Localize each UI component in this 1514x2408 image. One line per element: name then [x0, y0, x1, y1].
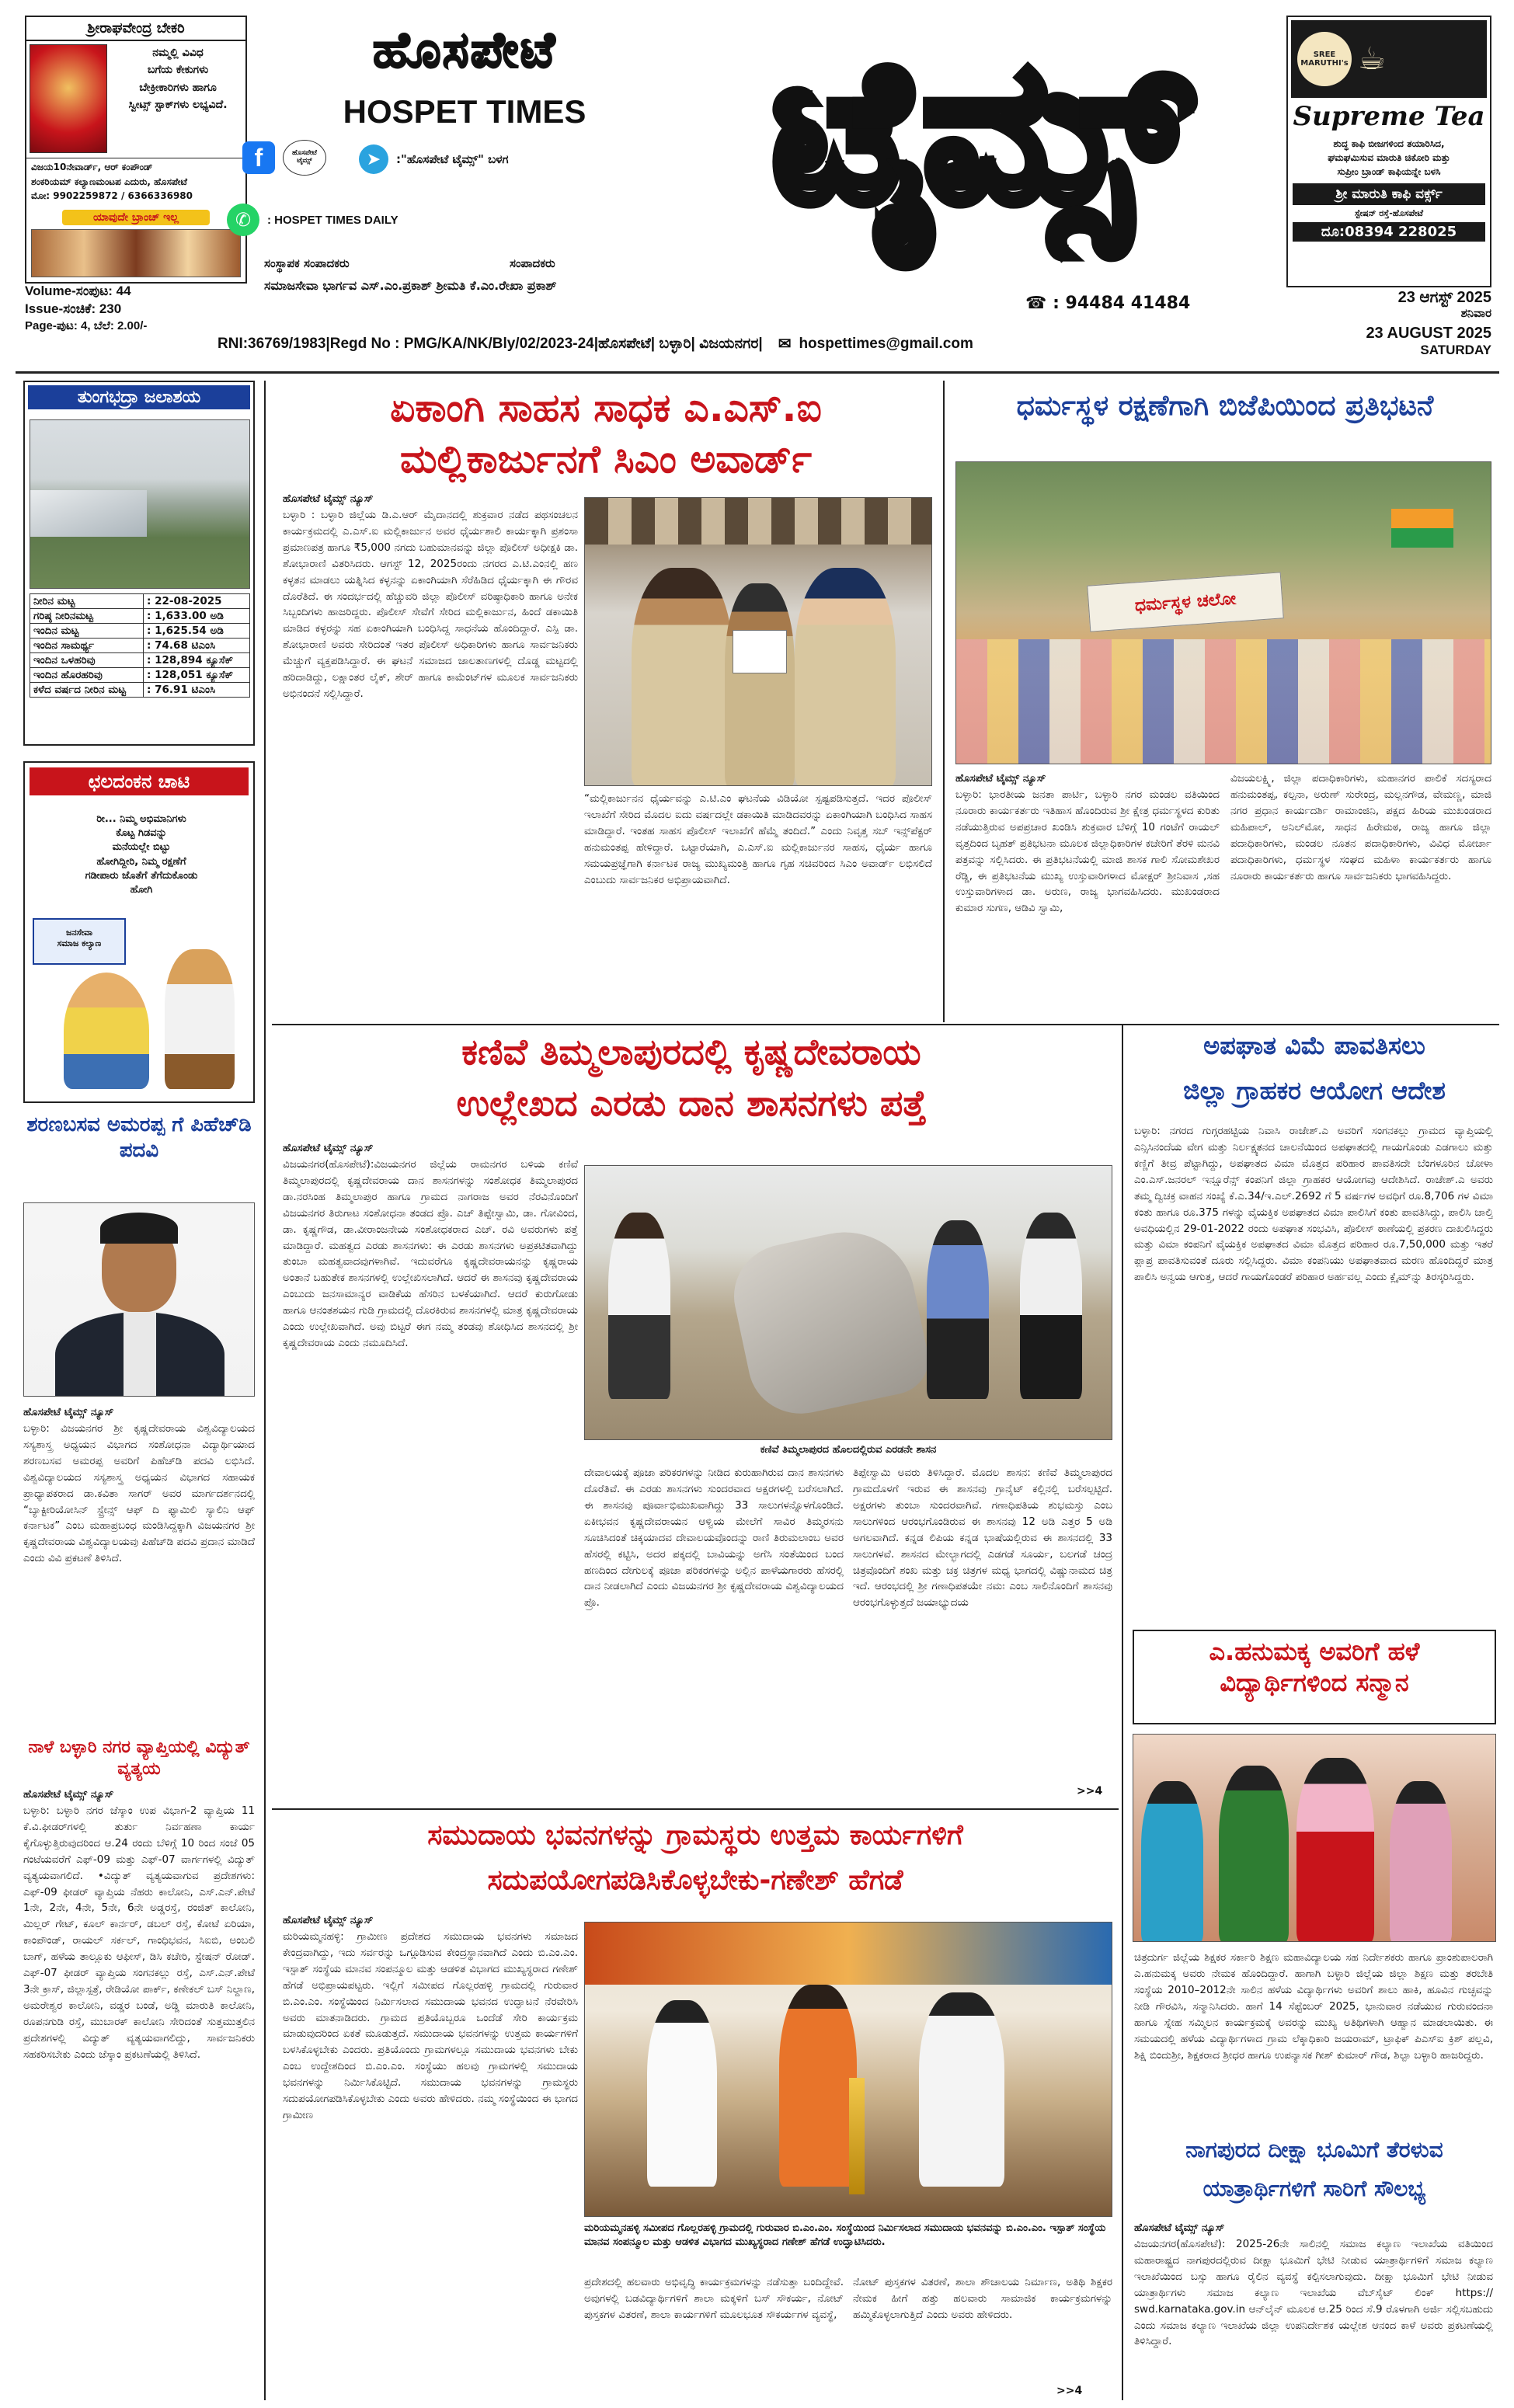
- date-kn: 23 ಆಗಸ್ಟ್ 2025: [1397, 289, 1491, 306]
- protest-headline: ಧರ್ಮಸ್ಥಳ ರಕ್ಷಣೆಗಾಗಿ ಬಿಜೆಪಿಯಿಂದ ಪ್ರತಿಭಟನೆ: [1016, 390, 1434, 422]
- pages-price: Page-ಪುಟ: 4, ಬೆಲೆ: 2.00/-: [25, 318, 148, 332]
- dam-row: [30, 609, 250, 624]
- facebook-icon[interactable]: f: [242, 141, 275, 174]
- left-column-divider: [264, 381, 266, 2400]
- inscription-story-middle: ದೇವಾಲಯಕ್ಕೆ ಪೂಜಾ ಪರಿಕರಗಳನ್ನು ನೀಡಿದ ಕುರುಹಾಗಿರುವ ದಾನ ಶಾಸನಗಳು ದೊರೆತಿವೆ. ಈ ಎರಡು ಶಾಸನಗಳು ಸುಂದರವಾದ ಅಕ್ಷರಗಳಲ್ಲಿ ಬರೆಸಲಾಗಿದೆ. ಈ ಶಾಸನವು ಪೂರ್ವಾಭಿಮುಖವಾಗಿದ್ದು 33 ಸಾಲುಗಳನ್ನೊಳಗೊಂಡಿದೆ. ಏಕೀಭವನ ಕೃಷ್ಣದೇವರಾಯನ ಆಳ್ವಿಯ ಮೇಲೆಗೆ ಸಾವಿರ ತಿಮ್ಮರಸನು ಸೂಚಿಸಿದಂತೆ ಚಿಕ್ಕಯಾದವ ದೇವಾಲಯವೊಂದನ್ನು ರಾಣಿ ತಿರುಮಲಾಂಬ ಅವರ ಹೆಸರಲ್ಲಿ ಕಟ್ಟಿಸಿ, ಅದರ ಪಕ್ಕದಲ್ಲಿ ಬಾವಿಯನ್ನು ಅಗೆಸಿ ಸಂತೆಯಿಂದ ಬಂದ ಹಣದಿಂದ ದೇಗುಲಕ್ಕೆ ಪೂಜಾ ಪರಿಕರಗಳನ್ನು ಅಲ್ಲಿನ ಪಾಳೆಯಗಾರರು ಹೆಸರಲ್ಲಿ ದಾನ ನೀಡಲಾಗಿದೆ ಎಂದು ವಿಜಯನಗರ ಶ್ರೀ ಕೃಷ್ಣದೇವರಾಯ ವಿಶ್ವವಿದ್ಯಾಲಯದ ಪ್ರೊ.: [584, 1467, 844, 1609]
- insurance-text: ಬಳ್ಳಾರಿ: ನಗರದ ಗುಗ್ಗರಹಟ್ಟಿಯ ನಿವಾಸಿ ರಾಜೇಶ್.ಎ ಅವರಿಗೆ ಸಂಗನಕಲ್ಲು ಗ್ರಾಮದ ವ್ಯಾಪ್ತಿಯಲ್ಲಿ ಎನ್ಸಿಸಿನಂದೆಯ ವೇಗ ಮತ್ತು ನಿರ್ಲಕ್ಷ್ಯತನದ ಚಾಲನೆಯಿಂದ ಅಪಘಾತದಲ್ಲಿ ಗಾಯಗೊಂಡು ಎಡಗಾಲು ಮತ್ತು ಕಣ್ಣಿಗೆ ತೀವ್ರ ಪೆಟ್ಟಾಗಿದ್ದು, ಅಪಘಾತದ ವಿಮಾ ಮೊತ್ತದ ಪರಿಹಾರ ಪಾವತಿಸದೇ ಬೆಂಗಳೂರಿನ ಚೋಳಾ ಎಂ.ಎಸ್.ಜನರಲ್ ಇನ್ಷೂರೆನ್ಸ್ ಕಂಪನಿಗೆ ಜಿಲ್ಲಾ ಗ್ರಾಹಕರ ಆಯೋಗವು ಆದೇಶಿಸಿದೆ. ರಾಜೇಶ್.ಎ ಅವರು ತಮ್ಮ ದ್ವಿಚಕ್ರ ವಾಹನ ಸಂಖ್ಯೆ ಕೆ.ಎ.34/ಇ.ಎಲ್.2692 ಗೆ 5 ವರ್ಷಗಳ ಅವಧಿಗೆ ರೂ.8,706 ಗಳ ವಿಮಾ ಕಂತು ಹಾಗೂ ರೂ.375 ಗಳನ್ನು ವೈಯಕ್ತಿಕ ಅಪಘಾತದ ವಿಮಾ ಪಾಲಿಸಿಗೆ ಕಂತು ಪಾವತಿಸಿದ್ದು, ಪಾಲಿಸಿ ಚಾಲ್ತಿ ಅವಧಿಯಲ್ಲಿನ 29-01-2022 ರಂದು ಅಪಘಾತ ಸಂಭವಿಸಿ, ಪೊಲೀಸ್ ಠಾಣೆಯಲ್ಲಿ ಪ್ರಕರಣ ದಾಖಲಿಸಿದ್ದರು ಮತ್ತು ವಿಮಾ ಕಂಪನಿಗೆ ವೈಯಕ್ತಿಕ ಅಪಘಾತದ ವಿಮಾ ಮೊತ್ತದ ಪರಿಹಾರ ರೂ.7,50,000 ಮತ್ತು ಇತರೆ ಪ್ಲಾಪ್ರ ಪಾವತಿಸುವಂತೆ ದೂರು ಸಲ್ಲಿಸಿದ್ದರು. ವಿಮಾ ಕಂಪನಿಯು ಅಪಘಾತವಾದ ಮರಣ ಹೊಂದಿದ್ದರೆ ಮಾತ್ರ ಪಾಲಿಸಿ ಅನ್ವಯ ಆಗುತ್ತ, ಆದರೆ ಗಾಯಗೊಂಡರೆ ಪರಿಹಾರ ಅರ್ಹವಲ್ಲ ಎಂದು ಕ್ಲೈಮ್‌ನ್ನು ತಿರಸ್ಕರಿಸಿದ್ದರು.: [1134, 1125, 1493, 1284]
- dam-water: [30, 490, 147, 537]
- person-1: [608, 1213, 670, 1399]
- inscription-continued: >>4: [1077, 1785, 1103, 1797]
- bakery-ad: [25, 16, 247, 284]
- dam-row-label: ಇಂದಿನ ಒಳಹರಿವು: [30, 653, 144, 668]
- tea-phone: ದೂ:08394 228025: [1293, 222, 1485, 242]
- diksha-byline: ಹೊಸಪೇಟೆ ಟೈಮ್ಸ್ ನ್ಯೂಸ್: [1134, 2222, 1225, 2234]
- protest-byline: ಹೊಸಪೇಟೆ ಟೈಮ್ಸ್ ನ್ಯೂಸ್: [955, 772, 1046, 785]
- deity-image: [30, 44, 107, 153]
- community-text-bottom-2: ನೋಟ್ ಪುಸ್ತಕಗಳ ವಿತರಣೆ, ಶಾಲಾ ಶೌಚಾಲಯ ನಿರ್ಮಾಣ, ಅತಿಥಿ ಶಿಕ್ಷಕರ ನೇಮಕ ಹೀಗೆ ಹತ್ತು ಹಲವಾರು ಸಾಮಾಜಿಕ ಕಾರ್ಯಕ್ರಮಗಳನ್ನು ಹಮ್ಮಿಕೊಳ್ಳಲಾಗುತ್ತಿದೆ ಎಂದು ಅವರು ಹೇಳಿದರು.: [853, 2276, 1112, 2321]
- dam-row-value: : 128,051 ಕ್ಯೂಸೆಕ್: [144, 668, 250, 683]
- community-text: ಮರಿಯಮ್ಮನಹಳ್ಳಿ: ಗ್ರಾಮೀಣ ಪ್ರದೇಶದ ಸಮುದಾಯ ಭವನಗಳು ಸಮಾಜದ ಕೇಂದ್ರವಾಗಿದ್ದು, ಇದು ಸರ್ವರನ್ನು ಒಗ್ಗೂಡಿಸುವ ಕೇಂದ್ರಸ್ಥಾನವಾಗಿದೆ ಎಂದು ಬಿ.ಎಂ.ಎಂ. ಇಸ್ಪಾತ್ ಸಂಸ್ಥೆಯ ಮಾನವ ಸಂಪನ್ಮೂಲ ಮತ್ತು ಆಡಳಿತ ವಿಭಾಗದ ಮುಖ್ಯಸ್ಥರಾದ ಗಣೇಶ್ ಹೆಗಡೆ ಅಭಿಪ್ರಾಯಪಟ್ಟರು. ಇಲ್ಲಿಗೆ ಸಮೀಪದ ಗೊಲ್ಲರಹಳ್ಳಿ ಗ್ರಾಮದಲ್ಲಿ ಗುರುವಾರ ಬಿ.ಎಂ.ಎಂ. ಸಂಸ್ಥೆಯಿಂದ ನಿರ್ಮಿಸಲಾದ ಸಮುದಾಯ ಭವನದ ಉದ್ಘಾಟನೆ ನೆರವೇರಿಸಿ ಅವರು ಮಾತನಾಡಿದರು. ಗ್ರಾಮದ ಪ್ರತಿಯೊಬ್ಬರೂ ಒಂದೆಡೆ ಸೇರಿ ಕಾರ್ಯಕ್ರಮ ಮಾಡುವುದರಿಂದ ಏಕತೆ ಮೂಡುತ್ತದೆ. ಸಮುದಾಯ ಭವನಗಳನ್ನು ಉತ್ತಮ ಕಾರ್ಯಗಳಿಗೆ ಬಳಸಿಕೊಳ್ಳಬೇಕು ಎಂದರು. ಪ್ರತಿಯೊಂದು ಗ್ರಾಮಗಳಲ್ಲೂ ಸಮುದಾಯ ಭವನಗಳು ಬೇಕು ಎಂಬ ಉದ್ದೇಶದಿಂದ ಬಿ.ಎಂ.ಎಂ. ಸಂಸ್ಥೆಯು ಹಲವು ಗ್ರಾಮಗಳಲ್ಲಿ ಸಮುದಾಯ ಭವನಗಳನ್ನು ನಿರ್ಮಿಸಿಕೊಟ್ಟಿದೆ. ಸಮುದಾಯ ಭವನಗಳನ್ನು ಗ್ರಾಮಸ್ಥರು ಸದುಪಯೋಗಪಡಿಸಿಕೊಳ್ಳಬೇಕು ಎಂದು ಅವರು ಹೇಳಿದರು. ನಮ್ಮ ಸಂಸ್ಥೆಯಿಂದ ಈ ಭಾಗದ ಗ್ರಾಮೀಣ: [283, 1930, 578, 2122]
- insurance-headline-1: ಅಪಘಾತ ವಿಮೆ ಪಾವತಿಸಲು: [1203, 1031, 1425, 1060]
- dam-row: [30, 653, 250, 668]
- officer-left: [632, 568, 733, 786]
- email-icon: ✉: [778, 336, 792, 353]
- inscription-stone: [725, 1219, 935, 1423]
- top-section-divider: [272, 1024, 1499, 1025]
- protest-flag: [1391, 509, 1453, 548]
- telegram-icon[interactable]: ➤: [359, 144, 388, 174]
- bakery-ad-name: ಶ್ರೀರಾಘವೇಂದ್ರ ಬೇಕರಿ: [26, 17, 245, 41]
- portrait-shirt: [124, 1312, 156, 1397]
- portrait-hair: [100, 1213, 178, 1244]
- phd-text: ಬಳ್ಳಾರಿ: ವಿಜಯನಗರ ಶ್ರೀ ಕೃಷ್ಣದೇವರಾಯ ವಿಶ್ವವಿದ್ಯಾಲಯದ ಸಸ್ಯಶಾಸ್ತ್ರ ಅಧ್ಯಯನ ವಿಭಾಗದ ಸಂಶೋಧನಾ ವಿದ್ಯಾರ್ಥಿಯಾದ ಶರಣಬಸವ ಅಮರಪ್ಪ ಅವರಿಗೆ ಪಿಹೆಚ್‌ಡಿ ಪದವಿ ಲಭಿಸಿದೆ. ವಿಶ್ವವಿದ್ಯಾಲಯದ ಸಸ್ಯಶಾಸ್ತ್ರ ಅಧ್ಯಯನ ವಿಭಾಗದ ಸಹಾಯಕ ಪ್ರಾಧ್ಯಾಪಕರಾದ ಡಾ.ಕವಿತಾ ಸಾಗರ್ ಅವರ ಮಾರ್ಗದರ್ಶನದಲ್ಲಿ “ಬ್ಯಾಕ್ಟೀರಿಯೋಸಿನ್ ಸ್ಟ್ರೇನ್ಸ್ ಆಫ್ ದಿ ಫ್ಯಾಮಿಲಿ ಸ್ಯಾಲಿನಿ ಆಫ್ ಕರ್ನಾಟಕ” ಎಂಬ ಮಹಾಪ್ರಬಂಧ ಮಂಡಿಸಿದ್ದಕ್ಕಾಗಿ ವಿಜಯನಗರ ಶ್ರೀ ಕೃಷ್ಣದೇವರಾಯ ವಿಶ್ವವಿದ್ಯಾಲಯವು ಪಿಹೆಚ್‌ಡಿ ಪದವಿ ಪ್ರದಾನ ಮಾಡಿದೆ ಎಂದು ವಿವಿ ಪ್ರಕಟಣೆ ತಿಳಿಸಿದೆ.: [23, 1421, 255, 1565]
- cm-quote: “ಮಲ್ಲಿಕಾರ್ಜುನನ ಧೈರ್ಯವನ್ನು ಎ.ಟಿ.ಎಂ ಘಟನೆಯ ವಿಡಿಯೋ ಸ್ಪಷ್ಟಪಡಿಸುತ್ತದೆ. ಇದರ ಪೊಲೀಸ್ ಇಲಾಖೆಗೆ ಸೇರಿದ ಮೊದಲ ಐದು ವರ್ಷದಲ್ಲೇ ಡಕಾಯಿತಿ ಮಾಡಿದವರನ್ನು ಏಕಾಂಗಿಯಾಗಿ ಬಂಧಿಸಿದ ಸಾಹಸ ಮಾಡಿದ್ದಾರೆ. ಇಂತಹ ಸಾಹಸ ಪೊಲೀಸ್ ಇಲಾಖೆಗೆ ಹೆಮ್ಮೆ ತಂದಿದೆ.” ಎಂದು ನಿವೃತ್ತ ಸಬ್ ಇನ್ಸ್‌ಪೆಕ್ಟರ್ ಹನುಮಂತಪ್ಪ ಹೇಳಿದ್ದಾರೆ. ಒಟ್ಟಾರೆಯಾಗಿ, ಎ.ಎಸ್.ಐ ಮಲ್ಲಿಕಾರ್ಜುನರ ಸಾಹಸ, ಧೈರ್ಯ ಹಾಗೂ ಸಮಯಪ್ರಜ್ಞೆಗಾಗಿ ಕರ್ನಾಟಕ ರಾಜ್ಯ ಮುಖ್ಯಮಂತ್ರಿ ಹಾಗೂ ಗೃಹ ಸಚಿವರಿಂದ ಸಿಎಂ ಅವಾರ್ಡ್ ಲಭಿಸಲಿದೆ ಎಂಬುದು ಸಾರ್ವಜನಿಕರ ಅಭಿಪ್ರಾಯವಾಗಿದೆ.: [584, 792, 932, 886]
- protest-banner: ಧರ್ಮಸ್ಥಳ ಚಲೋ: [1087, 572, 1284, 632]
- cartoon-box: [23, 761, 255, 1103]
- protest-story-right: ವಿಜಯಲಕ್ಷ್ಮಿ, ಜಿಲ್ಲಾ ಪದಾಧಿಕಾರಿಗಳು, ಮಹಾನಗರ ಪಾಲಿಕೆ ಸದಸ್ಯರಾದ ಹನುಮಂತಪ್ಪ, ಕಲ್ಪನಾ, ಅರುಣ್ ಸುರೇಂದ್ರ, ಮಲ್ಲನಗೌಡ, ವೇಮಣ್ಣ, ಮಾಜಿ ನಗರ ಪ್ರಧಾನ ಕಾರ್ಯದರ್ಶಿ ರಾಮಾಂಜಿನಿ, ಪಕ್ಷದ ಹಿರಿಯ ಮುಖಂಡರಾದ ಮಹಿಪಾಲ್, ಅನಿಲ್‌ಮೋ, ಸಾಧನ ಹಿರೇಮಠ, ರಾಜ್ಯ ಹಾಗೂ ಜಿಲ್ಲಾ ಪದಾಧಿಕಾರಿಗಳು, ಮಂಡಲ ನೂತನ ಪದಾಧಿಕಾರಿಗಳು, ವಿವಿಧ ಮೋರ್ಚಾ ಪದಾಧಿಕಾರಿಗಳು, ಧರ್ಮಸ್ಥಳ ಸಂಘದ ಮಹಿಳಾ ಕಾರ್ಯಕರ್ತರು ಹಾಗೂ ನೂರಾರು ಕಾರ್ಯಕರ್ತರು ಹಾಗೂ ಸಾರ್ವಜನಿಕರು ಭಾಗವಹಿಸಿದ್ದರು.: [1230, 772, 1491, 882]
- ad-phone: ಮೋ: 9902259872 / 6366336980: [31, 190, 193, 202]
- ad-address-line: ಶಂಕರಿಯಮ್ ಕಲ್ಯಾಣಮಂಟಪ ಎದುರು, ಹೊಸಪೇಟೆ: [31, 176, 187, 187]
- tea-product: Supreme Tea: [1293, 101, 1485, 132]
- inscription-story-right: ತಿಪ್ಪೇಸ್ವಾಮಿ ಅವರು ತಿಳಿಸಿದ್ದಾರೆ. ಮೊದಲ ಶಾಸನ: ಕಣಿವೆ ತಿಮ್ಮಲಾಪುರದ ಗ್ರಾಮದೊಳಗೆ ಇರುವ ಈ ಶಾಸನವು ಗ್ರಾನೈಟ್ ಕಲ್ಲಿನಲ್ಲಿ ಬರೆಸಲ್ಪಟ್ಟಿದೆ. ಅಕ್ಷರಗಳು ತುಂಬಾ ಸುಂದರವಾಗಿವೆ. ಗಣಾಧಿಪತಿಯ ಶುಭಮಸ್ತು ಎಂಬ ಸಾಲುಗಳಿಂದ ಆರಂಭಗೊಂಡಿರುವ ಈ ಶಾಸನವು 12 ಅಡಿ ಎತ್ತರ 5 ಅಡಿ ಅಗಲವಾಗಿದೆ. ಕನ್ನಡ ಲಿಪಿಯ ಕನ್ನಡ ಭಾಷೆಯಲ್ಲಿರುವ ಈ ಶಾಸನದಲ್ಲಿ 33 ಸಾಲುಗಳವೆ. ಶಾಸನದ ಮೇಲ್ಭಾಗದಲ್ಲಿ ಎಡಗಡೆ ಸೂರ್ಯ, ಬಲಗಡೆ ಚಂದ್ರ ಚಿತ್ರವೊಂದಿಗೆ ಶಂಖ ಮತ್ತು ಚಕ್ರ ಚಿತ್ರಗಳ ಮಧ್ಯ ಭಾಗದಲ್ಲಿ ವಿಷ್ಣುನಾಮದ ಚಿತ್ರ ಇದೆ. ಆರಂಭದಲ್ಲಿ ಶ್ರೀ ಗಣಾಧಿಪತಯೇ ನಮಃ ಎಂಬ ಸಾಲಿನೊಂದಿಗೆ ಶಾಸನವು ಆರಂಭಗೊಳ್ಳುತ್ತದೆ ಜಯಾಭ್ಯುದಯ: [853, 1467, 1112, 1609]
- dam-row-value: : 128,894 ಕ್ಯೂಸೆಕ್: [144, 653, 250, 668]
- felicitation-headline-1: ಎ.ಹನುಮಕ್ಕ ಅವರಿಗೆ ಹಳೆ: [1209, 1637, 1420, 1666]
- felicitation-headline-box: [1133, 1630, 1496, 1724]
- community-banner: [585, 1923, 1112, 1985]
- dam-row-label: ಗರಿಷ್ಠ ನೀರಿನಮಟ್ಟ: [30, 609, 144, 624]
- person-2: [927, 1220, 989, 1399]
- bakery-ad-address: [26, 158, 245, 205]
- tent-stripes: [585, 498, 931, 545]
- cartoon-drawing: [33, 918, 247, 1097]
- dam-row-label: ಕಳೆದ ವರ್ಷದ ನೀರಿನ ಮಟ್ಟ: [30, 683, 144, 698]
- insurance-headline-2: ಜಿಲ್ಲಾ ಗ್ರಾಹಕರ ಆಯೋಗ ಆದೇಶ: [1183, 1076, 1446, 1105]
- registration: RNI:36769/1983|Regd No : PMG/KA/NK/Bly/02/2023-24|ಹೊಸಪೇಟೆ| ಬಳ್ಳಾರಿ| ವಿಜಯನಗರ|: [218, 335, 763, 352]
- cartoon-speech: [40, 813, 242, 897]
- weekday-kn: ಶನಿವಾರ: [1460, 307, 1491, 320]
- phd-headline: ಶರಣಬಸವ ಅಮರಪ್ಪ ಗೆ ಪಿಹೆಚ್‌ಡಿ ಪದವಿ: [26, 1113, 252, 1162]
- ad-address-line: ವಿಜಯ10ನೇವಾರ್ಡ್, ಆರ್ ಕಂಪೌಂಡ್: [31, 162, 153, 172]
- inscription-story-left: [283, 1140, 578, 1801]
- felicitation-text: ಚಿತ್ರದುರ್ಗ ಜಿಲ್ಲೆಯ ಶಿಕ್ಷಕರ ಸರ್ಕಾರಿ ಶಿಕ್ಷಣ ಮಹಾವಿದ್ಯಾಲಯ ಸಹ ನಿರ್ದೇಶಕರು ಹಾಗೂ ಪ್ರಾಂಶುಪಾಲರಾಗಿ ಎ.ಹನುಮಕ್ಕ ಅವರು ನೇಮಕ ಹೊಂದಿದ್ದಾರೆ. ಹಾಗಾಗಿ ಬಳ್ಳಾರಿ ಜಿಲ್ಲೆಯ ಜಿಲ್ಲಾ ಶಿಕ್ಷಣ ಮತ್ತು ತರಬೇತಿ ಸಂಸ್ಥೆಯ 2010–2012ನೇ ಸಾಲಿನ ಹಳೆಯ ವಿದ್ಯಾರ್ಥಿಗಳು ಅವರಿಗೆ ಶಾಲು ಹಾಕಿ, ಹೂವಿನ ಗುಚ್ಛವನ್ನು ನೀಡಿ ಗೌರವಿಸಿ, ಸನ್ಮಾನಿಸಿದರು. ಹಾಗೆ 14 ಸೆಪ್ಟೆಂಬರ್ 2025, ಭಾನುವಾರ ನಡೆಯುವ ಗುರುವಂದನಾ ಹಾಗೂ ಸ್ನೇಹ ಸಮ್ಮಿಲನ ಕಾರ್ಯಕ್ರಮಕ್ಕೆ ಅವರನ್ನು ಮುಖ್ಯ ಅತಿಥಿಗಳಾಗಿ ಆಹ್ವಾನ ಮಾಡಲಾಯಿತು. ಈ ಸಮಯದಲ್ಲಿ ಹಳೆಯ ವಿದ್ಯಾರ್ಥಿಗಳಾದ ಗ್ರಾಮ ಲೆಕ್ಕಾಧಿಕಾರಿ ಜಯರಾಮ್, ಟ್ರಾಫಿಕ್ ಪಿಎಸ್ಐ ಕ್ರಿಶ್ ಪಲ್ಲವಿ, ಶಿಕ್ಷಿ ಬಿಂದುಶ್ರೀ, ಶಿಕ್ಷಕರಾದ ಶ್ರೀಧರ ಹಾಗೂ ಉಪನ್ಯಾಸಕ ಗೀಶ್ ಕುಮಾರ್ ಗೌಡ, ಶಿಲ್ಪಾ ಬಳ್ಳಾರಿ ಹಾಜರಿದ್ದರು.: [1134, 1951, 1493, 2062]
- felicitation-honoree: [1296, 1758, 1374, 1942]
- dam-row-value: : 1,625.54 ಅಡಿ: [144, 624, 250, 639]
- ad-line: ನಮ್ಮಲ್ಲಿ ವಿವಿಧ: [152, 47, 204, 59]
- power-headline: ನಾಳೆ ಬಳ್ಳಾರಿ ನಗರ ವ್ಯಾಪ್ತಿಯಲ್ಲಿ ವಿದ್ಯುತ್ ವ್ಯತ್ಯಯ: [28, 1738, 250, 1779]
- whatsapp-row: [227, 204, 399, 236]
- masthead: [0, 0, 1514, 388]
- diksha-headline-2: ಯಾತ್ರಾರ್ಥಿಗಳಿಗೆ ಸಾರಿಗೆ ಸೌಲಭ್ಯ: [1202, 2176, 1426, 2201]
- dam-row-value: : 1,633.00 ಅಡಿ: [144, 609, 250, 624]
- felicitation-photo: [1133, 1734, 1496, 1942]
- bakery-ad-tag: ಯಾವುದೇ ಬ್ರಾಂಚ್ ಇಲ್ಲ: [62, 210, 210, 225]
- inscription-text-left: ವಿಜಯನಗರ(ಹೊಸಪೇಟೆ):ವಿಜಯನಗರ ಜಿಲ್ಲೆಯ ರಾಮನಗರ ಬಳಿಯ ಕಣಿವೆ ತಿಮ್ಮಲಾಪುರದಲ್ಲಿ ಕೃಷ್ಣದೇವರಾಯ ದಾನ ಶಾಸನಗಳನ್ನು ಸಂಶೋಧಕ ತಿಮ್ಮಲಾಪುರದ ಡಾ.ನರಸಿಂಹ ತಿಮ್ಮಲಾಪುರ ಹಾಗೂ ಗ್ರಾಮದ ನಾಗರಾಜ ಅವರ ನೆರವಿನೊಂದಿಗೆ ವಿಜಯನಗರ ತಿರುಗಾಟ ಸಂಶೋಧನಾ ತಂಡದ ಪ್ರೊ. ಎಚ್ ತಿಪ್ಪೇಸ್ವಾಮಿ, ಡಾ. ಗೋವಿಂದ, ಡಾ. ಕೃಷ್ಣಗೌಡ, ಡಾ.ವೀರಾಂಜನೇಯ ಸಂಶೋಧಕರಾದ ಎಚ್. ರವಿ ಅವರುಗಳು ಪತ್ತೆ ಮಾಡಿದ್ದಾರೆ. ಮಹತ್ವದ ಎರಡು ಶಾಸನಗಳು: ಈ ಎರಡು ಶಾಸನಗಳು ಅಪ್ರಕಟಿತವಾಗಿದ್ದು ತುಂಬಾ ಮಹತ್ವವಾದವುಗಳಾಗಿವೆ. ಇದುವರೆಗೂ ಕೃಷ್ಣದೇವರಾಯನನ್ನು ಕೃಷ್ಣರಾಯ ಅಂತಾನೆ ಬಹುತೇಕ ಶಾಸನಗಳಲ್ಲಿ ಉಲ್ಲೇಖಿಸಲಾಗಿದೆ. ಆದರೆ ಈ ಶಾಸನವು ಕೃಷ್ಣದೇವರಾಯ ಎಂಬುದು ಜನಸಾಮಾನ್ಯರ ವಾಡಿಕೆಯ ಹೆಸರಿನ ಬಳಕೆಯಾಗಿದೆ. ಆದರೆ ಕುರುಗೋಡು ಹಾಗೂ ಆನಂತಶಯನ ಗುಡಿ ಗ್ರಾಮದಲ್ಲಿ ದೊರಕಿರುವ ಶಾಸನಗಳಲ್ಲಿ ಮಾತ್ರ ಕೃಷ್ಣದೇವರಾಯ ಎಂದು ಉಲ್ಲೇಖವಾಗಿದೆ. ಅವು ಬಿಟ್ಟರೆ ಈಗ ನಮ್ಮ ತಂಡವು ಶೋಧಿಸಿದ ಶಾಸನದಲ್ಲಿ ಶ್ರೀ ಕೃಷ್ಣದೇವರಾಯ ಎಂದು ನಮೂದಿಸಿದೆ.: [283, 1157, 578, 1350]
- phd-portrait: [23, 1202, 255, 1397]
- cm-byline: ಹೊಸಪೇಟೆ ಟೈಮ್ಸ್ ನ್ಯೂಸ್: [283, 492, 374, 505]
- community-swamiji: [779, 1985, 857, 2187]
- speech-line: ಗಡೀಪಾರು ಜೊತೆಗೆ ತೆಗೆದುಕೊಂಡು: [85, 869, 198, 882]
- speech-line: ರೀ... ನಿಮ್ಮ ಅಭಿಮಾನಿಗಳು: [96, 813, 186, 825]
- dam-box: [23, 381, 255, 746]
- dam-row-value: : 22-08-2025: [144, 594, 250, 609]
- community-person-2: [919, 1992, 1004, 2187]
- tea-ad: [1286, 16, 1491, 287]
- founder-names: ಸಮಾಜಸೇವಾ ಭಾರ್ಗವ ಎಸ್.ಎಂ.ಪ್ರಕಾಶ್ ಶ್ರೀಮತಿ ಕೆ.ಎಂ.ರೇಖಾ ಪ್ರಕಾಶ್: [264, 278, 557, 293]
- tea-lines: [1288, 137, 1490, 179]
- speech-line: ಕೊಟ್ಟ ಗಿಡವನ್ನು: [116, 827, 167, 840]
- dam-row: [30, 639, 250, 653]
- founder-label: ಸಂಸ್ಥಾಪಕ ಸಂಪಾದಕರು: [264, 256, 350, 270]
- inscription-byline: ಹೊಸಪೇಟೆ ಟೈಮ್ಸ್ ನ್ಯೂಸ್: [283, 1142, 374, 1154]
- registration-line: [218, 334, 1336, 353]
- power-text: ಬಳ್ಳಾರಿ: ಬಳ್ಳಾರಿ ನಗರ ಜೆಸ್ಕಾಂ ಉಪ ವಿಭಾಗ-2 ವ್ಯಾಪ್ತಿಯ 11 ಕೆ.ವಿ.ಫೀಡರ್‌ಗಳಲ್ಲಿ ತುರ್ತು ನಿರ್ವಹಣಾ ಕಾರ್ಯ ಕೈಗೊಳ್ಳುತ್ತಿರುವುದರಿಂದ ಆ.24 ರಂದು ಬೆಳಿಗ್ಗೆ 10 ರಿಂದ ಸಂಜೆ 05 ಗಂಟೆಯವರೆಗೆ ಎಫ್-09 ಮತ್ತು ಎಫ್-07 ವಾರ್ಗಗಳಲ್ಲಿ ವಿದ್ಯುತ್ ವ್ಯತ್ಯಯವಾಗಲಿದೆ. •ವಿದ್ಯುತ್ ವ್ಯತ್ಯಯವಾಗುವ ಪ್ರದೇಶಗಳು: ಎಫ್-09 ಫೀಡರ್ ವ್ಯಾಪ್ತಿಯ ನೆಹರು ಕಾಲೋನಿ, ಎಸ್.ಎನ್.ಪೇಟೆ 1ನೇ, 2ನೇ, 4ನೇ, 5ನೇ, 6ನೇ ಅಡ್ಡರಸ್ತೆ, ರಂಜಿತ್ ಕಾಲೋನಿ, ಮಿಲ್ಲರ್ ಗೇಟ್, ಕೂಲ್ ಕಾರ್ನರ್, ಡಬಲ್ ರಸ್ತೆ, ಕೋಟೆ ಏರಿಯಾ, ಕಾಂಪೌಂಡ್, ರಾಯಲ್ ಸರ್ಕಲ್, ಗಾಂಧಿಭವನ, ಸಿಐಬಿ, ಅಂಬಲಿ ಬಾಗ್, ಹಳೆಯ ತಾಲ್ಲೂಕು ಆಫೀಸ್, ಡಿಸಿ ಕಚೇರಿ, ಸ್ಟೇಷನ್ ರೋಡ್. ಎಫ್-07 ಫೀಡರ್ ವ್ಯಾಪ್ತಿಯ ಸಂಗನಕಲ್ಲು ರಸ್ತೆ, ಎಸ್.ಎನ್.ಪೇಟೆ 3ನೇ ಕ್ರಾಸ್, ಜಿಲ್ಲಾಸ್ಪತ್ರೆ, ರೇಡಿಯೋ ಪಾರ್ಕ್, ಕಣೇಕಲ್ ಬಸ್ ನಿಲ್ದಾಣ, ಅಮರೇಶ್ವರ ಕಾಲೋನಿ, ವಡ್ಡರ ಬಂಡೆ, ಅಡ್ಡಿ ಮಾರುತಿ ಕಾಲೋನಿ, ರೂಪನಗುಡಿ ರಸ್ತೆ, ಮುಬಾರಕ್ ಕಾಲೋನಿ ಸೇರಿದಂತೆ ಸುತ್ತಮುತ್ತಲಿನ ಪ್ರದೇಶಗಳಲ್ಲಿ ವಿದ್ಯುತ್ ವ್ಯತ್ಯಯವಾಗಲಿದ್ದು, ಸಾರ್ವಜನಿಕರು ಸಹಕರಿಸಬೇಕು ಎಂದು ಜೆಸ್ಕಾಂ ಪ್ರಕಟಣೆಯಲ್ಲಿ ತಿಳಿಸಿದೆ.: [23, 1804, 255, 2061]
- weekday-en: SATURDAY: [1420, 343, 1491, 357]
- tea-logo: [1291, 20, 1487, 98]
- community-continued: >>4: [1056, 2385, 1083, 2397]
- tea-line: ಶುದ್ಧ ಕಾಫಿ ಬೀಜಗಳಿಂದ ತಯಾರಿಸಿದ,: [1333, 138, 1445, 149]
- ad-line: ಬಗೆಯ ಕೇಕುಗಳು: [147, 64, 209, 77]
- felicitation-headline-2: ವಿದ್ಯಾರ್ಥಿಗಳಿಂದ ಸನ್ಮಾನ: [1220, 1668, 1409, 1697]
- community-byline: ಹೊಸಪೇಟೆ ಟೈಮ್ಸ್ ನ್ಯೂಸ್: [283, 1914, 374, 1926]
- title-kn-small: ಹೊಸಪೇಟೆ: [372, 22, 557, 79]
- volume: Volume-ಸಂಪುಟ: 44: [25, 284, 131, 298]
- telegram-text: :"ಹೊಸಪೇಟೆ ಟೈಮ್ಸ್" ಬಳಗ: [396, 152, 509, 166]
- cartoon-figure-man: [165, 949, 235, 1089]
- inscription-caption: ಕಣಿವೆ ತಿಮ್ಮಲಾಪುರದ ಹೊಲದಲ್ಲಿರುವ ಎರಡನೇ ಶಾಸನ: [760, 1444, 937, 1456]
- felicitation-person-3: [1390, 1781, 1452, 1942]
- felicitation-person-1: [1141, 1781, 1203, 1942]
- speech-line: ಹೋಗಿ: [130, 883, 153, 896]
- diksha-story: [1134, 2220, 1493, 2402]
- speech-line: ಮನೆಯಲ್ಲೇ ಬಿಟ್ಟು: [112, 841, 171, 854]
- protest-text-left: ಬಳ್ಳಾರಿ: ಭಾರತೀಯ ಜನತಾ ಪಾರ್ಟಿ, ಬಳ್ಳಾರಿ ನಗರ ಮಂಡಲ ವತಿಯಿಂದ ನೂರಾರು ಕಾರ್ಯಕರ್ತರು ಇತಿಹಾಸ ಹೊಂದಿರುವ ಶ್ರೀ ಕ್ಷೇತ್ರ ಧರ್ಮಸ್ಥಳದ ಕುರಿತು ನಡೆಯುತ್ತಿರುವ ಅಪಪ್ರಚಾರ ಖಂಡಿಸಿ ಶುಕ್ರವಾರ ಬೆಳಿಗ್ಗೆ 10 ಗಂಟೆಗೆ ರಾಯಲ್ ವೃತ್ತದಿಂದ ಬೃಹತ್ ಪ್ರತಿಭಟನಾ ಮೂಲಕ ಜಿಲ್ಲಾಧಿಕಾರಿಗಳ ಕಚೇರಿಗೆ ತೆರಳಿ ಮನವಿ ಪತ್ರವನ್ನು ಸಲ್ಲಿಸಿದರು. ಈ ಪ್ರತಿಭಟನೆಯಲ್ಲಿ ಮಾಜಿ ಶಾಸಕ ಗಾಲಿ ಸೋಮಶೇಖರ ರೆಡ್ಡಿ, ಈ ಪ್ರತಿಭಟನೆಯ ಮುಖ್ಯ ಉಸ್ತುವಾರಿಗಳಾದ ಮೋಕ್ಷರ್ ಶ್ರೀನಿವಾಸ ,ಸಹ ಉಸ್ತುವಾರಿಗಳಾದ ಡಾ. ಅರುಣ, ರಾಜ್ಯ ಭಾಗವಹಿಸಿದರು. ಮುಖಂಡರಾದ ಕುಮಾರ ಸುಗಣ, ಆಡಿವಿ ಸ್ವಾಮಿ,: [955, 788, 1220, 915]
- inscription-divider: [1122, 1025, 1123, 2400]
- cm-headline-2: ಮಲ್ಲಿಕಾರ್ಜುನಗೆ ಸಿಎಂ ಅವಾರ್ಡ್: [399, 437, 812, 482]
- date-block: [1321, 289, 1491, 358]
- dam-row-value: : 74.68 ಟಿಎಂಸಿ: [144, 639, 250, 653]
- tea-shop: ಶ್ರೀ ಮಾರುತಿ ಕಾಫಿ ವರ್ಕ್ಸ್: [1293, 183, 1485, 205]
- dam-row-label: ಇಂದಿನ ಸಾಮರ್ಥ್ಯ: [30, 639, 144, 653]
- protest-crowd: [956, 639, 1491, 764]
- title-kn-big: ಟೈಮ್ಸ್: [772, 19, 1185, 245]
- cm-text: ಬಳ್ಳಾರಿ : ಬಳ್ಳಾರಿ ಜಿಲ್ಲೆಯ ಡಿ.ಎ.ಆರ್ ಮೈದಾನದಲ್ಲಿ ಶುಕ್ರವಾರ ನಡೆದ ಪಥಸಂಚಲನ ಕಾರ್ಯಕ್ರಮದಲ್ಲಿ ಎ.ಎಸ್.ಐ ಮಲ್ಲಿಕಾರ್ಜುನ ಅವರ ಧೈರ್ಯಶಾಲಿ ಕಾರ್ಯಕ್ಕಾಗಿ ಪ್ರಶಂಸಾ ಪ್ರಮಾಣಪತ್ರ ಹಾಗೂ ₹5,000 ನಗದು ಬಹುಮಾನವನ್ನು ಜಿಲ್ಲಾ ಪೊಲೀಸ್ ಅಧೀಕ್ಷಕಿ ಡಾ. ಶೋಭಾರಾಣಿ ವಿತರಿಸಿದರು. ಆಗಸ್ಟ್ 12, 2025ರಂದು ನಗರದ ಎ.ಟಿ.ಎಂನಲ್ಲಿ ಹಣ ಕಳ್ಳತನ ಮಾಡಲು ಯತ್ನಿಸಿದ ಕಳ್ಳನನ್ನು ಏಕಾಂಗಿಯಾಗಿ ಸೆರೆಹಿಡಿದ ಧೈರ್ಯಕ್ಕಾಗಿ ಈ ಗೌರವ ದೊರೆತಿದೆ. ಈ ಸಂದರ್ಭದಲ್ಲಿ ಹೆಚ್ಚುವರಿ ಜಿಲ್ಲಾ ಪೊಲೀಸ್ ವರಿಷ್ಠಾಧಿಕಾರಿ ಹಾಗೂ ಅನೇಕ ಸಿಬ್ಬಂದಿಗಳು ಹಾಜರಿದ್ದರು. ಪೊಲೀಸ್ ಸೇವೆಗೆ ಸೇರಿದ ಮಲ್ಲಿಕಾರ್ಜುನ, ಹಿಂದೆ ಡಕಾಯಿತಿ ಮಾಡಿದ ಕಳ್ಳರನ್ನು ಸಹ ಏಕಾಂಗಿಯಾಗಿ ಬಂಧಿಸಿದ್ದ ಸಾಧನೆಯ ಹೊಂದಿದ್ದಾರೆ. ಎಸ್ಪಿ ಡಾ. ಶೋಭಾರಾಣಿ ಅವರು ಸೇರಿದಂತೆ ಇತರ ಪೊಲೀಸ್ ಅಧಿಕಾರಿಗಳು ಹಾಗೂ ಸಾರ್ವಜನಿಕರು ಮೆಚ್ಚುಗೆ ವ್ಯಕ್ತಪಡಿಸಿದ್ದಾರೆ. ಈ ಘಟನೆ ಸಮಾಜದ ಜಾಲತಾಣಗಳಲ್ಲಿ ದೊಡ್ಡ ಮಟ್ಟದಲ್ಲಿ ಹರಿದಾಡಿದ್ದು, ಲಕ್ಷಾಂತರ ಲೈಕ್, ಶೇರ್ ಹಾಗೂ ಕಾಮೆಂಟ್‌ಗಳ ಮೂಲಕ ಸಾರ್ವಜನಿಕರು ಅಭಿನಂದನೆ ಸಲ್ಲಿಸಿದ್ದಾರೆ.: [283, 508, 578, 701]
- cm-divider: [943, 381, 945, 1022]
- email[interactable]: hospettimes@gmail.com: [799, 335, 973, 352]
- volume-info: [25, 283, 147, 334]
- phd-byline: ಹೊಸಪೇಟೆ ಟೈಮ್ಸ್ ನ್ಯೂಸ್: [23, 1406, 114, 1418]
- community-person-1: [647, 2000, 717, 2187]
- speech-line: ಹೋಗಿದ್ದೀರಿ, ನಿಮ್ಮ ರಕ್ಷಣೆಗೆ: [96, 855, 186, 868]
- community-lamp: [849, 2078, 865, 2194]
- cm-award-photo: [584, 497, 932, 786]
- community-caption: ಮರಿಯಮ್ಮನಹಳ್ಳಿ ಸಮೀಪದ ಗೊಲ್ಲರಹಳ್ಳಿ ಗ್ರಾಮದಲ್ಲಿ ಗುರುವಾರ ಬಿ.ಎಂ.ಎಂ. ಸಂಸ್ಥೆಯಿಂದ ನಿರ್ಮಿಸಲಾದ ಸಮುದಾಯ ಭವನವನ್ನು ಬಿ.ಎಂ.ಎಂ. ಇಸ್ಪಾತ್ ಸಂಸ್ಥೆಯ ಮಾನವ ಸಂಪನ್ಮೂಲ ಮತ್ತು ಆಡಳಿತ ವಿಭಾಗದ ಮುಖ್ಯಸ್ಥರಾದ ಗಣೇಶ್ ಹೆಗಡೆ ಉದ್ಘಾಟಿಸಿದರು.: [584, 2222, 1106, 2249]
- dam-row-label: ಇಂದಿನ ಮಟ್ಟ: [30, 624, 144, 639]
- dam-row-value: : 76.91 ಟಿಎಂಸಿ: [144, 683, 250, 698]
- cartoon-figure-woman: [64, 973, 149, 1089]
- cm-headline-1: ಏಕಾಂಗಿ ಸಾಹಸ ಸಾಧಕ ಎ.ಎಸ್.ಐ: [390, 385, 822, 430]
- diksha-headline-1: ನಾಗಪುರದ ದೀಕ್ಷಾ ಭೂಮಿಗೆ ತೆರಳುವ: [1185, 2137, 1443, 2163]
- dam-table: [30, 593, 250, 698]
- dam-row: [30, 594, 250, 609]
- whatsapp-icon[interactable]: ✆: [227, 204, 259, 236]
- diksha-text: ವಿಜಯನಗರ(ಹೊಸಪೇಟೆ): 2025-26ನೇ ಸಾಲಿನಲ್ಲಿ ಸಮಾಜ ಕಲ್ಯಾಣ ಇಲಾಖೆಯ ವತಿಯಿಂದ ಮಹಾರಾಷ್ಟ್ರದ ನಾಗಪುರದಲ್ಲಿರುವ ದೀಕ್ಷಾ ಭೂಮಿಗೆ ಭೇಟಿ ನೀಡುವ ಯಾತ್ರಾರ್ಥಿಗಳಿಗೆ ಸಮಾಜ ಕಲ್ಯಾಣ ಇಲಾಖೆಯಿಂದ ಬಸ್ಸು ಹಾಗೂ ರೈಲಿನ ವ್ಯವಸ್ಥೆ ಕಲ್ಪಿಸಲಾಗುವುದು. ದೀಕ್ಷಾ ಭೂಮಿಗೆ ಭೇಟಿ ನೀಡುವ ಯಾತ್ರಾರ್ಥಿಗಳು ಸಮಾಜ ಕಲ್ಯಾಣ ಇಲಾಖೆಯ ವೆಬ್‌ಸೈಟ್ ಲಿಂಕ್ https:// swd.karnataka.gov.in ಆನ್‌ಲೈನ್ ಮೂಲಕ ಆ.25 ರಿಂದ ಸೆ.9 ರೊಳಗಾಗಿ ಅರ್ಜಿ ಸಲ್ಲಿಸಬಹುದು ಎಂದು ಸಮಾಜ ಕಲ್ಯಾಣ ಇಲಾಖೆಯ ಜಿಲ್ಲಾ ಉಪನಿರ್ದೇಶಕ ಯಲ್ಲೇಶ ಆನಂದ ಕಾಳೆ ಅವರು ಪ್ರಕಟಣೆಯಲ್ಲಿ ತಿಳಿಸಿದ್ದಾರೆ.: [1134, 2237, 1493, 2348]
- tea-line: ಘಮಘಮಿಸುವ ಮಾರುತಿ ಚಿಕೋರಿ ಮತ್ತು: [1328, 152, 1450, 163]
- officer-right: [795, 568, 896, 786]
- masthead-divider: [16, 371, 1499, 374]
- community-headline-1: ಸಮುದಾಯ ಭವನಗಳನ್ನು ಗ್ರಾಮಸ್ಥರು ಉತ್ತಮ ಕಾರ್ಯಗಳಿಗೆ: [427, 1819, 963, 1851]
- telegram-row: [359, 144, 509, 174]
- inscription-photo: [584, 1165, 1112, 1440]
- community-divider: [272, 1808, 1119, 1810]
- protest-story-left: [955, 771, 1220, 1016]
- dam-row-label: ನೀರಿನ ಮಟ್ಟ: [30, 594, 144, 609]
- ad-line: ಸ್ವೀಟ್ಸ್ ಸ್ಟಾಕ್‌ಗಳು ಲಭ್ಯವಿದೆ.: [128, 99, 228, 112]
- tea-line: ಸುಪ್ರೀಂ ಬ್ರಾಂಡ್ ಕಾಫಿಯನ್ನೇ ಬಳಸಿ: [1337, 166, 1441, 177]
- phone-number: ☎ : 94484 41484: [1025, 294, 1191, 313]
- bakery-ad-body: [26, 41, 245, 158]
- title-en: HOSPET TIMES: [343, 93, 586, 130]
- cartoon-sign: ಜನಸೇವಾ ಸಮಾಜ ಕಲ್ಯಾಣ: [33, 918, 126, 965]
- tea-address: ಸ್ಟೇಷನ್ ರಸ್ತೆ-ಹೊಸಪೇಟೆ: [1354, 208, 1424, 218]
- phd-story: [23, 1404, 255, 1731]
- inscription-headline-1: ಕಣಿವೆ ತಿಮ್ಮಲಾಪುರದಲ್ಲಿ ಕೃಷ್ಣದೇವರಾಯ: [461, 1031, 921, 1073]
- community-text-bottom-1: ಪ್ರದೇಶದಲ್ಲಿ ಹಲವಾರು ಅಭಿವೃದ್ಧಿ ಕಾರ್ಯಕ್ರಮಗಳನ್ನು ನಡೆಸುತ್ತಾ ಬಂದಿದ್ದೇವೆ. ಅವುಗಳಲ್ಲಿ ಬಡವಿದ್ಯಾರ್ಥಿಗಳಿಗೆ ಶಾಲಾ ಮಕ್ಕಳಿಗೆ ಬಸ್ ಸೌಕರ್ಯ, ನೋಟ್ ಪುಸ್ತಕಗಳ ವಿತರಣೆ, ಶಾಲಾ ಕಾರ್ಯಗಳಿಗೆ ಮೂಲಭೂತ ಸೌಕರ್ಯಗಳ ವ್ಯವಸ್ಥೆ,: [584, 2276, 844, 2321]
- whatsapp-text: : HOSPET TIMES DAILY: [267, 213, 399, 227]
- power-story: [23, 1787, 255, 2400]
- tea-cup-icon: ☕: [1358, 41, 1386, 77]
- protest-photo: [955, 461, 1491, 764]
- certificate: [733, 630, 787, 673]
- facebook-row: [242, 140, 326, 176]
- felicitation-person-2: [1219, 1766, 1289, 1942]
- date-en: 23 AUGUST 2025: [1366, 325, 1491, 342]
- dam-photo: [30, 419, 250, 589]
- person-3: [1020, 1213, 1082, 1399]
- dam-row: [30, 668, 250, 683]
- editor-label: ಸಂಪಾದಕರು: [510, 256, 555, 270]
- issue: Issue-ಸಂಚಿಕೆ: 230: [25, 301, 122, 316]
- inscription-headline-2: ಉಲ್ಲೇಖದ ಎರಡು ದಾನ ಶಾಸನಗಳು ಪತ್ತೆ: [456, 1082, 927, 1124]
- officer-middle: [725, 583, 795, 786]
- cm-story: [283, 491, 578, 786]
- bakery-ad-lines: [110, 41, 245, 158]
- dam-title: ತುಂಗಭದ್ರಾ ಜಲಾಶಯ: [28, 385, 250, 409]
- community-headline-2: ಸದುಪಯೋಗಪಡಿಸಿಕೊಳ್ಳಬೇಕು-ಗಣೇಶ್ ಹೆಗಡೆ: [487, 1864, 903, 1896]
- tea-brand-badge: SREE MARUTHI's: [1297, 32, 1352, 86]
- cake-images: [31, 229, 241, 277]
- community-photo: [584, 1922, 1112, 2217]
- community-story: [283, 1912, 578, 2400]
- power-byline: ಹೊಸಪೇಟೆ ಟೈಮ್ಸ್ ನ್ಯೂಸ್: [23, 1788, 114, 1801]
- dam-row-label: ಇಂದಿನ ಹೊರಹರಿವು: [30, 668, 144, 683]
- facebook-page-badge[interactable]: ಹೊಸಪೇಟೆ ಟೈಮ್ಸ್: [283, 140, 326, 176]
- dam-row: [30, 624, 250, 639]
- dam-row: [30, 683, 250, 698]
- ad-line: ಬೇಕ್ರೀಕಾರಿಗಳು ಹಾಗೂ: [139, 81, 217, 94]
- cartoon-title: ಛಲದಂಕನ ಚಾಟಿ: [30, 767, 249, 795]
